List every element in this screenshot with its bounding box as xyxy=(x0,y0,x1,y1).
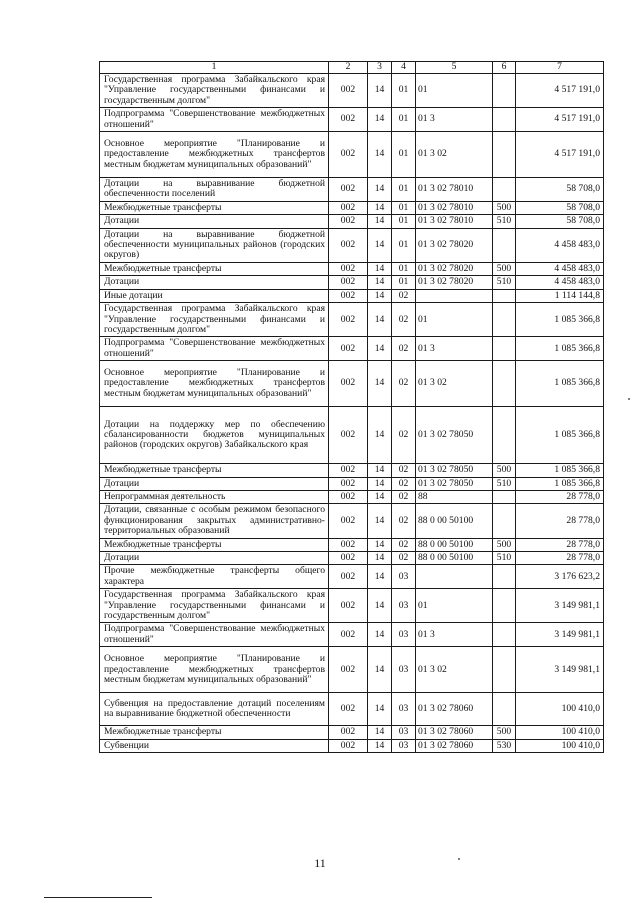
admin-code: 002 xyxy=(329,289,368,302)
admin-code: 002 xyxy=(329,565,368,589)
section-code: 14 xyxy=(368,215,392,228)
header-cell: 2 xyxy=(329,62,368,74)
expense-type-code xyxy=(493,361,516,407)
subsection-code: 03 xyxy=(392,565,416,589)
expense-type-code xyxy=(493,303,516,337)
table-row xyxy=(100,647,604,693)
subsection-code: 02 xyxy=(392,303,416,337)
subsection-code: 01 xyxy=(392,228,416,262)
subsection-code: 03 xyxy=(392,739,416,752)
expense-type-code xyxy=(493,589,516,623)
admin-code: 002 xyxy=(329,726,368,739)
row-name: Дотации на выравнивание бюджетной обеспеченности поселений xyxy=(100,178,329,202)
admin-code: 002 xyxy=(329,623,368,647)
section-code: 14 xyxy=(368,565,392,589)
row-name: Иные дотации xyxy=(100,289,329,302)
admin-code: 002 xyxy=(329,739,368,752)
footnote-separator xyxy=(44,897,152,898)
admin-code: 002 xyxy=(329,477,368,490)
target-article-code: 01 3 02 xyxy=(416,132,493,178)
target-article-code: 01 3 xyxy=(416,108,493,132)
admin-code: 002 xyxy=(329,132,368,178)
expense-type-code: 500 xyxy=(493,201,516,214)
subsection-code: 01 xyxy=(392,201,416,214)
amount: 100 410,0 xyxy=(516,739,604,752)
target-article-code: 01 3 02 78050 xyxy=(416,477,493,490)
target-article-code: 01 3 02 78050 xyxy=(416,407,493,464)
admin-code: 002 xyxy=(329,504,368,538)
target-article-code: 01 3 xyxy=(416,623,493,647)
expense-type-code xyxy=(493,504,516,538)
target-article-code xyxy=(416,289,493,302)
budget-table xyxy=(99,61,604,753)
expense-type-code xyxy=(493,108,516,132)
subsection-code: 01 xyxy=(392,262,416,275)
section-code: 14 xyxy=(368,303,392,337)
header-cell: 1 xyxy=(100,62,329,74)
row-name: Дотации xyxy=(100,276,329,289)
subsection-code: 02 xyxy=(392,337,416,361)
target-article-code: 88 0 00 50100 xyxy=(416,551,493,564)
amount: 4 517 191,0 xyxy=(516,132,604,178)
admin-code: 002 xyxy=(329,178,368,202)
section-code: 14 xyxy=(368,108,392,132)
scan-speck xyxy=(628,398,630,400)
table-row xyxy=(100,337,604,361)
amount: 4 517 191,0 xyxy=(516,108,604,132)
subsection-code: 01 xyxy=(392,108,416,132)
subsection-code: 03 xyxy=(392,589,416,623)
row-name: Государственная программа Забайкальского края "Управление государственными финансами и государственным долгом" xyxy=(100,303,329,337)
expense-type-code xyxy=(493,178,516,202)
expense-type-code xyxy=(493,647,516,693)
table-row xyxy=(100,74,604,108)
subsection-code: 02 xyxy=(392,490,416,503)
amount: 28 778,0 xyxy=(516,538,604,551)
admin-code: 002 xyxy=(329,337,368,361)
expense-type-code xyxy=(493,407,516,464)
amount: 1 085 366,8 xyxy=(516,464,604,477)
expense-type-code: 500 xyxy=(493,262,516,275)
admin-code: 002 xyxy=(329,647,368,693)
amount: 1 085 366,8 xyxy=(516,407,604,464)
section-code: 14 xyxy=(368,178,392,202)
row-name: Межбюджетные трансферты xyxy=(100,262,329,275)
expense-type-code xyxy=(493,490,516,503)
table-row xyxy=(100,565,604,589)
scan-speck xyxy=(458,858,460,860)
header-row xyxy=(100,62,604,74)
subsection-code: 02 xyxy=(392,289,416,302)
expense-type-code: 510 xyxy=(493,276,516,289)
table-row xyxy=(100,201,604,214)
target-article-code: 01 3 02 78020 xyxy=(416,262,493,275)
table-row xyxy=(100,739,604,752)
subsection-code: 01 xyxy=(392,132,416,178)
amount: 4 458 483,0 xyxy=(516,228,604,262)
table-row xyxy=(100,589,604,623)
target-article-code: 01 xyxy=(416,303,493,337)
table-row xyxy=(100,504,604,538)
expense-type-code: 510 xyxy=(493,551,516,564)
target-article-code: 88 xyxy=(416,490,493,503)
target-article-code: 01 3 02 78010 xyxy=(416,215,493,228)
subsection-code: 02 xyxy=(392,361,416,407)
target-article-code: 88 0 00 50100 xyxy=(416,538,493,551)
table-row xyxy=(100,623,604,647)
section-code: 14 xyxy=(368,337,392,361)
amount: 58 708,0 xyxy=(516,178,604,202)
row-name: Подпрограмма "Совершенствование межбюджетных отношений" xyxy=(100,337,329,361)
row-name: Государственная программа Забайкальского края "Управление государственными финансами и государственным долгом" xyxy=(100,74,329,108)
amount: 1 085 366,8 xyxy=(516,303,604,337)
subsection-code: 01 xyxy=(392,178,416,202)
amount: 4 517 191,0 xyxy=(516,74,604,108)
table-row xyxy=(100,303,604,337)
subsection-code: 02 xyxy=(392,538,416,551)
target-article-code: 01 xyxy=(416,74,493,108)
amount: 4 458 483,0 xyxy=(516,276,604,289)
subsection-code: 02 xyxy=(392,551,416,564)
row-name: Субвенции xyxy=(100,739,329,752)
row-name: Дотации, связанные с особым режимом безопасного функционирования закрытых административно-территориальных образований xyxy=(100,504,329,538)
header-cell: 3 xyxy=(368,62,392,74)
table-row xyxy=(100,490,604,503)
target-article-code: 01 3 02 xyxy=(416,361,493,407)
expense-type-code xyxy=(493,565,516,589)
section-code: 14 xyxy=(368,589,392,623)
page-number: 11 xyxy=(314,856,326,870)
row-name: Межбюджетные трансферты xyxy=(100,538,329,551)
row-name: Субвенция на предоставление дотаций поселениям на выравнивание бюджетной обеспеченности xyxy=(100,693,329,726)
expense-type-code xyxy=(493,623,516,647)
expense-type-code xyxy=(493,132,516,178)
row-name: Дотации xyxy=(100,551,329,564)
admin-code: 002 xyxy=(329,215,368,228)
admin-code: 002 xyxy=(329,407,368,464)
amount: 3 149 981,1 xyxy=(516,647,604,693)
admin-code: 002 xyxy=(329,262,368,275)
section-code: 14 xyxy=(368,477,392,490)
amount: 28 778,0 xyxy=(516,551,604,564)
table-row xyxy=(100,407,604,464)
subsection-code: 01 xyxy=(392,276,416,289)
row-name: Дотации на выравнивание бюджетной обеспеченности муниципальных районов (городских округов) xyxy=(100,228,329,262)
subsection-code: 02 xyxy=(392,504,416,538)
amount: 1 085 366,8 xyxy=(516,477,604,490)
target-article-code xyxy=(416,565,493,589)
section-code: 14 xyxy=(368,201,392,214)
section-code: 14 xyxy=(368,228,392,262)
subsection-code: 02 xyxy=(392,464,416,477)
amount: 28 778,0 xyxy=(516,490,604,503)
amount: 4 458 483,0 xyxy=(516,262,604,275)
table-row xyxy=(100,262,604,275)
admin-code: 002 xyxy=(329,276,368,289)
target-article-code: 01 3 02 78020 xyxy=(416,276,493,289)
table-row xyxy=(100,464,604,477)
amount: 58 708,0 xyxy=(516,215,604,228)
table-row xyxy=(100,726,604,739)
expense-type-code xyxy=(493,337,516,361)
table-row xyxy=(100,538,604,551)
section-code: 14 xyxy=(368,289,392,302)
expense-type-code xyxy=(493,693,516,726)
admin-code: 002 xyxy=(329,490,368,503)
subsection-code: 03 xyxy=(392,693,416,726)
section-code: 14 xyxy=(368,693,392,726)
row-name: Дотации на поддержку мер по обеспечению сбалансированности бюджетов муниципальных районов (городских округов) Забайкальского края xyxy=(100,407,329,464)
section-code: 14 xyxy=(368,647,392,693)
target-article-code: 01 3 xyxy=(416,337,493,361)
subsection-code: 03 xyxy=(392,647,416,693)
section-code: 14 xyxy=(368,262,392,275)
admin-code: 002 xyxy=(329,361,368,407)
row-name: Непрограммная деятельность xyxy=(100,490,329,503)
amount: 3 176 623,2 xyxy=(516,565,604,589)
target-article-code: 01 3 02 78020 xyxy=(416,228,493,262)
amount: 28 778,0 xyxy=(516,504,604,538)
row-name: Межбюджетные трансферты xyxy=(100,464,329,477)
target-article-code: 01 3 02 78010 xyxy=(416,201,493,214)
admin-code: 002 xyxy=(329,538,368,551)
subsection-code: 02 xyxy=(392,477,416,490)
admin-code: 002 xyxy=(329,108,368,132)
section-code: 14 xyxy=(368,551,392,564)
section-code: 14 xyxy=(368,276,392,289)
expense-type-code: 500 xyxy=(493,726,516,739)
row-name: Межбюджетные трансферты xyxy=(100,726,329,739)
row-name: Основное мероприятие "Планирование и предоставление межбюджетных трансфертов местным бюджетам муниципальных образований" xyxy=(100,132,329,178)
subsection-code: 03 xyxy=(392,623,416,647)
section-code: 14 xyxy=(368,538,392,551)
amount: 3 149 981,1 xyxy=(516,623,604,647)
table-row xyxy=(100,289,604,302)
section-code: 14 xyxy=(368,407,392,464)
table-row xyxy=(100,477,604,490)
expense-type-code: 510 xyxy=(493,215,516,228)
header-cell: 4 xyxy=(392,62,416,74)
table-row xyxy=(100,228,604,262)
section-code: 14 xyxy=(368,464,392,477)
table-row xyxy=(100,215,604,228)
row-name: Прочие межбюджетные трансферты общего характера xyxy=(100,565,329,589)
admin-code: 002 xyxy=(329,551,368,564)
section-code: 14 xyxy=(368,74,392,108)
amount: 100 410,0 xyxy=(516,726,604,739)
target-article-code: 01 xyxy=(416,589,493,623)
target-article-code: 01 3 02 78050 xyxy=(416,464,493,477)
row-name: Подпрограмма "Совершенствование межбюджетных отношений" xyxy=(100,108,329,132)
row-name: Государственная программа Забайкальского края "Управление государственными финансами и государственным долгом" xyxy=(100,589,329,623)
amount: 100 410,0 xyxy=(516,693,604,726)
expense-type-code xyxy=(493,228,516,262)
subsection-code: 02 xyxy=(392,407,416,464)
admin-code: 002 xyxy=(329,74,368,108)
amount: 58 708,0 xyxy=(516,201,604,214)
admin-code: 002 xyxy=(329,589,368,623)
table-row xyxy=(100,178,604,202)
row-name: Межбюджетные трансферты xyxy=(100,201,329,214)
table-row xyxy=(100,361,604,407)
header-cell: 6 xyxy=(493,62,516,74)
target-article-code: 01 3 02 78010 xyxy=(416,178,493,202)
section-code: 14 xyxy=(368,504,392,538)
subsection-code: 01 xyxy=(392,215,416,228)
expense-type-code: 500 xyxy=(493,464,516,477)
table-row xyxy=(100,693,604,726)
row-name: Дотации xyxy=(100,477,329,490)
row-name: Основное мероприятие "Планирование и предоставление межбюджетных трансфертов местным бюджетам муниципальных образований" xyxy=(100,361,329,407)
target-article-code: 01 3 02 xyxy=(416,647,493,693)
admin-code: 002 xyxy=(329,303,368,337)
header-cell: 5 xyxy=(416,62,493,74)
admin-code: 002 xyxy=(329,693,368,726)
amount: 3 149 981,1 xyxy=(516,589,604,623)
table-row xyxy=(100,551,604,564)
target-article-code: 01 3 02 78060 xyxy=(416,739,493,752)
row-name: Подпрограмма "Совершенствование межбюджетных отношений" xyxy=(100,623,329,647)
section-code: 14 xyxy=(368,739,392,752)
expense-type-code xyxy=(493,289,516,302)
table-body xyxy=(100,74,604,753)
amount: 1 085 366,8 xyxy=(516,337,604,361)
target-article-code: 01 3 02 78060 xyxy=(416,693,493,726)
expense-type-code: 500 xyxy=(493,538,516,551)
section-code: 14 xyxy=(368,726,392,739)
amount: 1 085 366,8 xyxy=(516,361,604,407)
table-row xyxy=(100,108,604,132)
header-cell: 7 xyxy=(516,62,604,74)
section-code: 14 xyxy=(368,623,392,647)
target-article-code: 01 3 02 78060 xyxy=(416,726,493,739)
admin-code: 002 xyxy=(329,201,368,214)
section-code: 14 xyxy=(368,132,392,178)
admin-code: 002 xyxy=(329,228,368,262)
admin-code: 002 xyxy=(329,464,368,477)
table-row xyxy=(100,132,604,178)
subsection-code: 03 xyxy=(392,726,416,739)
subsection-code: 01 xyxy=(392,74,416,108)
expense-type-code: 510 xyxy=(493,477,516,490)
table-row xyxy=(100,276,604,289)
section-code: 14 xyxy=(368,490,392,503)
section-code: 14 xyxy=(368,361,392,407)
amount: 1 114 144,8 xyxy=(516,289,604,302)
expense-type-code xyxy=(493,74,516,108)
row-name: Основное мероприятие "Планирование и предоставление межбюджетных трансфертов местным бюджетам муниципальных образований" xyxy=(100,647,329,693)
target-article-code: 88 0 00 50100 xyxy=(416,504,493,538)
expense-type-code: 530 xyxy=(493,739,516,752)
row-name: Дотации xyxy=(100,215,329,228)
